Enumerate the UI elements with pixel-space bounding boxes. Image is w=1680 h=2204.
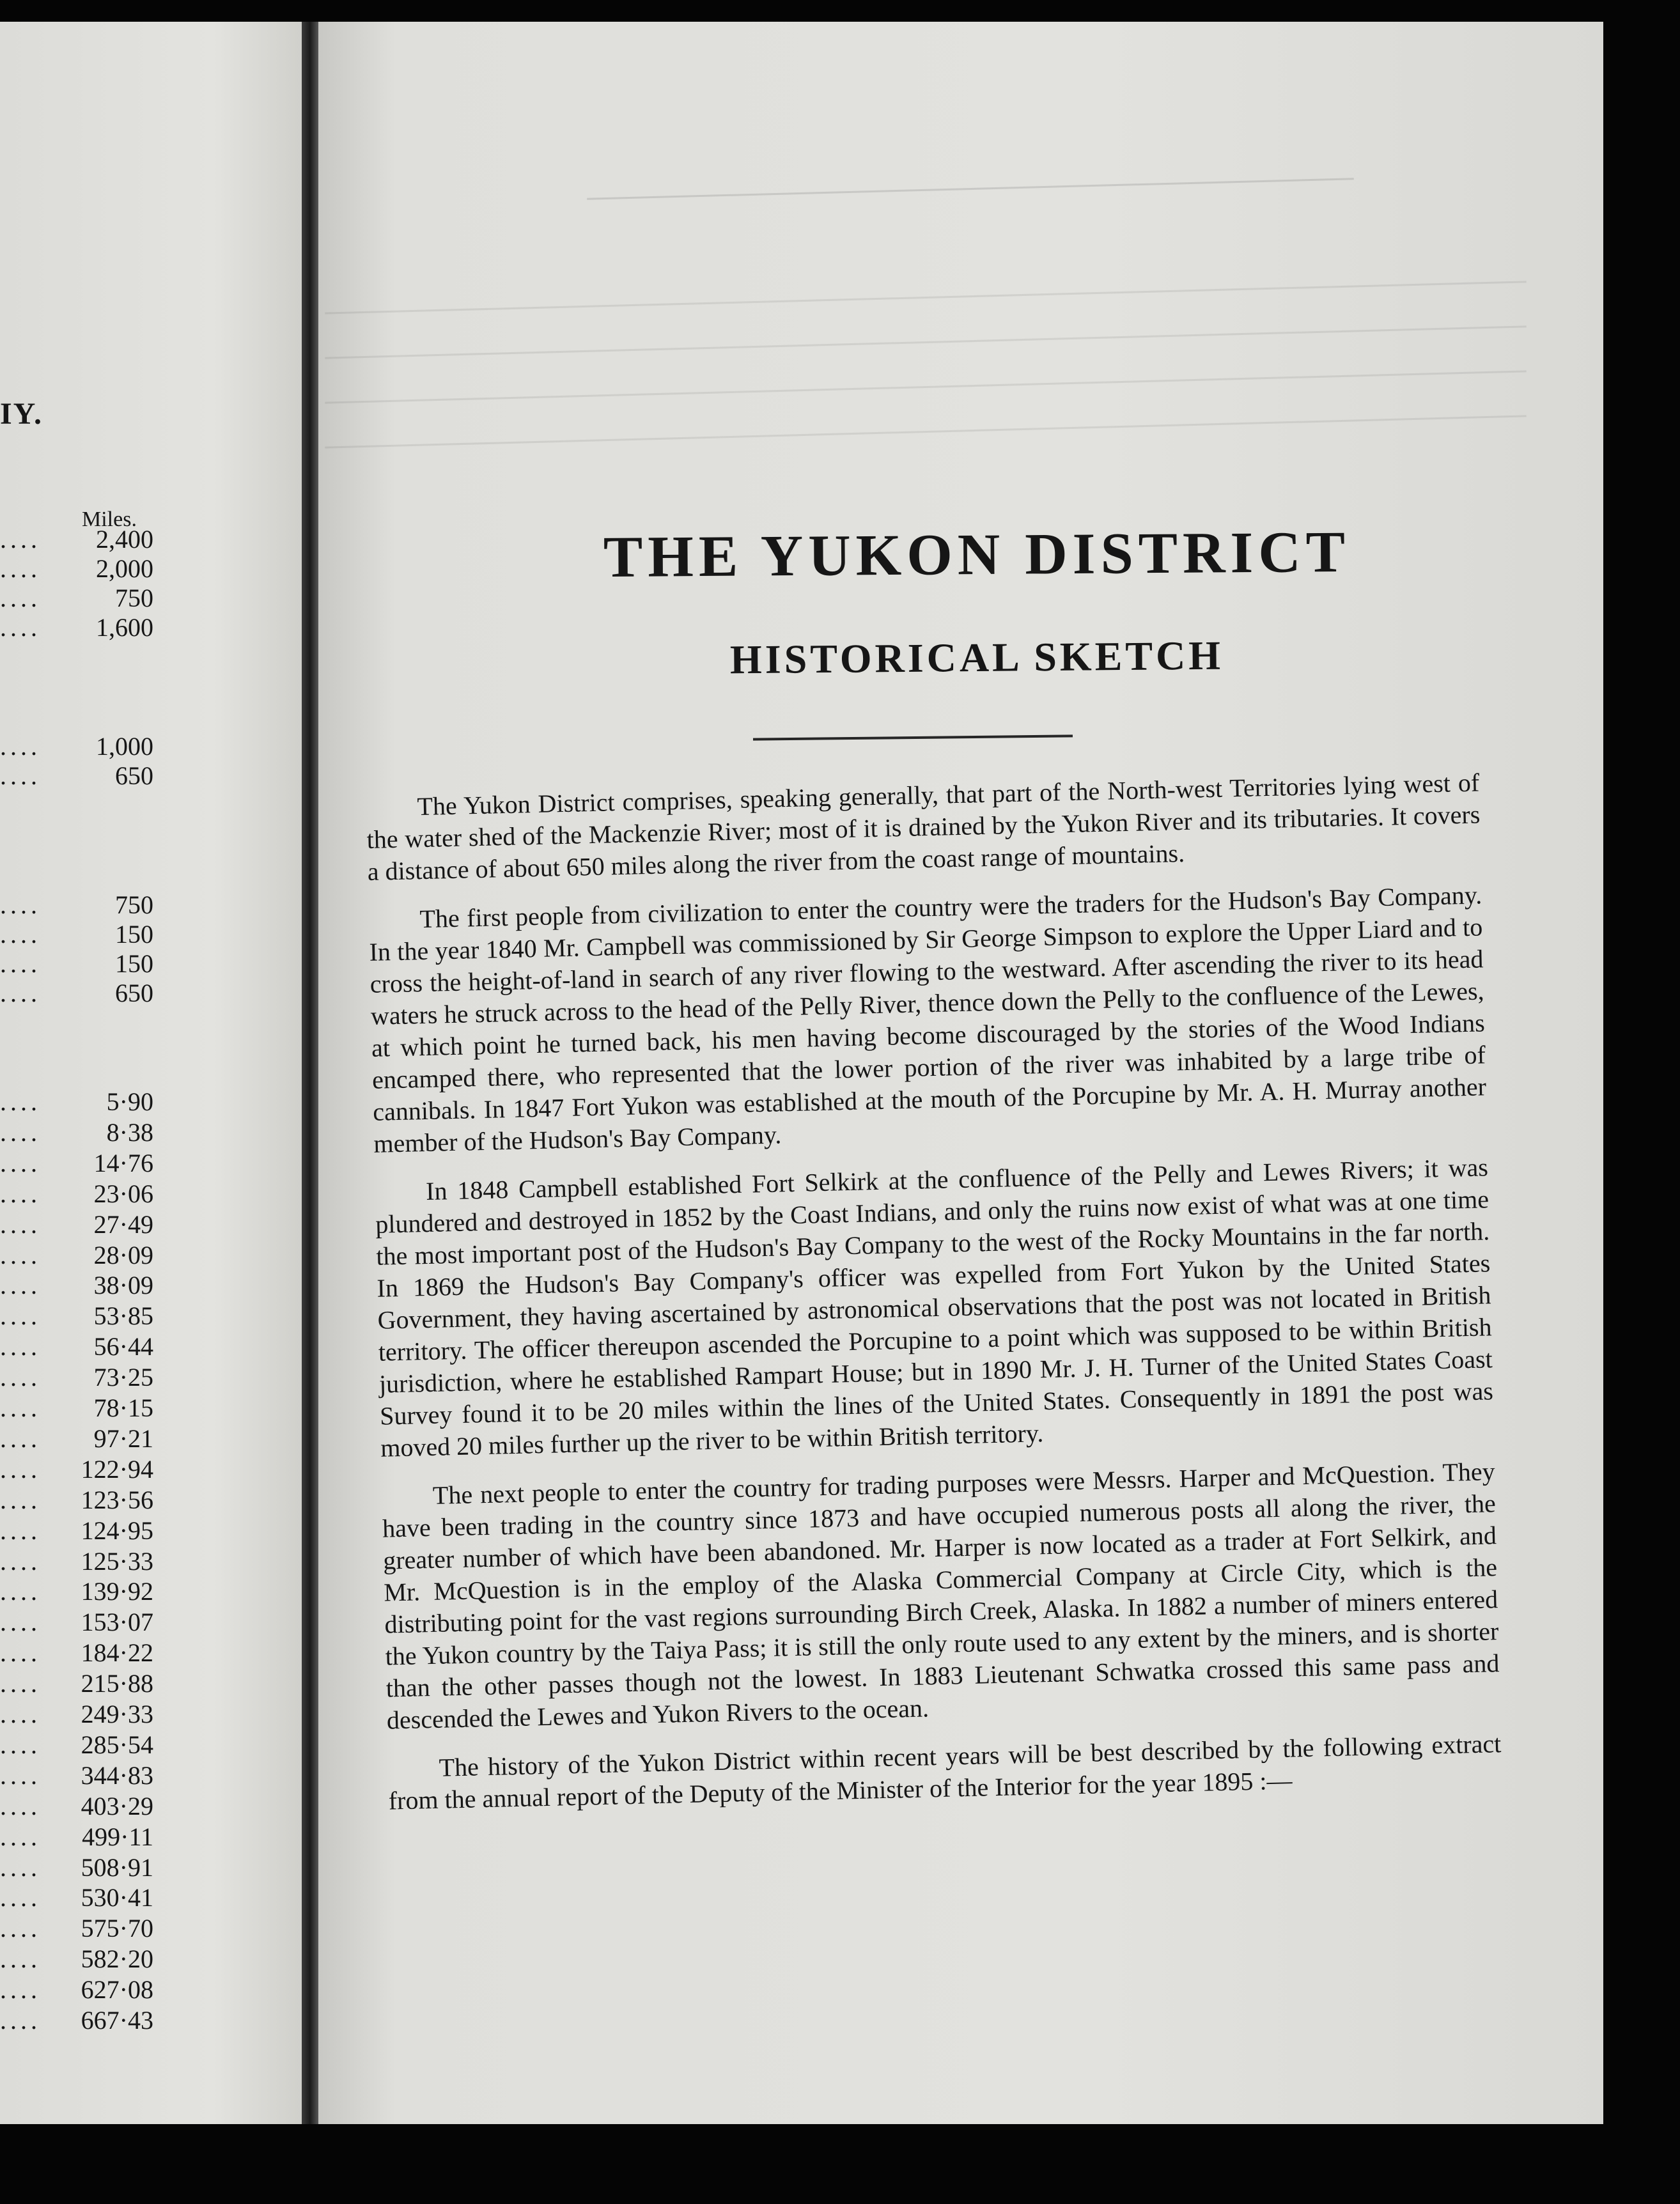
miles-value: 97·21 xyxy=(93,1424,153,1453)
table-row xyxy=(0,892,153,918)
dot-leader: .... xyxy=(0,1546,41,1576)
dot-leader: .... xyxy=(0,1332,41,1362)
table-row xyxy=(0,1671,153,1696)
dot-leader: .... xyxy=(0,1944,41,1974)
miles-value: 403·29 xyxy=(81,1791,153,1820)
facing-page-heading-fragment: IY. xyxy=(0,397,43,431)
miles-value: 2,400 xyxy=(96,525,153,554)
miles-value: 153·07 xyxy=(81,1608,153,1637)
table-row xyxy=(0,1303,153,1329)
table-row xyxy=(0,1946,153,1972)
article-body xyxy=(366,766,1503,1833)
dot-leader: .... xyxy=(0,1209,41,1239)
dot-leader: .... xyxy=(0,1240,41,1269)
dot-leader: .... xyxy=(0,761,41,790)
table-row xyxy=(0,2008,153,2033)
dot-leader: .... xyxy=(0,1914,41,1943)
table-row xyxy=(0,1824,153,1850)
table-row xyxy=(0,1365,153,1390)
table-row xyxy=(0,1487,153,1513)
table-row xyxy=(0,1426,153,1452)
miles-value: 56·44 xyxy=(93,1332,153,1362)
table-row xyxy=(0,1546,153,1576)
miles-value: 5·90 xyxy=(106,1087,153,1116)
dot-leader: .... xyxy=(0,1393,41,1422)
miles-value: 582·20 xyxy=(81,1944,153,1974)
miles-value: 530·41 xyxy=(81,1883,153,1913)
miles-value: 499·11 xyxy=(82,1822,153,1851)
dot-leader: .... xyxy=(0,613,41,642)
table-row xyxy=(0,734,153,759)
dot-leader: .... xyxy=(0,1852,41,1882)
dot-leader: .... xyxy=(0,1179,41,1208)
table-row xyxy=(0,1610,153,1635)
table-row xyxy=(0,1395,153,1421)
miles-value: 139·92 xyxy=(81,1577,153,1606)
table-row xyxy=(0,1640,153,1666)
miles-value: 667·43 xyxy=(81,2006,153,2035)
table-row xyxy=(0,527,153,552)
table-row xyxy=(0,1852,153,1882)
table-row xyxy=(0,586,153,611)
dot-leader: .... xyxy=(0,1883,41,1913)
dot-leader: .... xyxy=(0,1117,41,1147)
dot-leader: .... xyxy=(0,1454,41,1484)
dot-leader: .... xyxy=(0,1516,41,1545)
miles-value: 23·06 xyxy=(93,1179,153,1208)
miles-value: 150 xyxy=(115,949,153,978)
dot-leader: .... xyxy=(0,584,41,612)
miles-value: 650 xyxy=(115,761,153,790)
miles-value: 124·95 xyxy=(81,1516,153,1545)
dot-leader: .... xyxy=(0,1577,41,1606)
miles-value: 53·85 xyxy=(93,1301,153,1331)
miles-value: 27·49 xyxy=(93,1209,153,1239)
table-row xyxy=(0,1518,153,1544)
page-title: THE YUKON DISTRICT xyxy=(603,518,1351,590)
dot-leader: .... xyxy=(0,1700,41,1728)
table-row xyxy=(0,1732,153,1758)
dot-leader: .... xyxy=(0,732,41,761)
paragraph: The next people to enter the country for trading purposes were Messrs. Harper and McQuestion. They have been trading in the country since 1873 and have occupied numerous posts all along the river, the greater number of which have been abandoned. Mr. Harper is now located as a trader at Fort Selkirk, and Mr. McQuestion is in the employ of the Alaska Commercial Company at Circle City, which is the distributing point for the vast regions surrounding Birch Creek, Alaska. In 1882 a number of miners entered the Yukon country by the Taiya Pass; it is still the only route used to any extent by the miners, and is shorter than the other passes though not the lowest. In 1883 Lieutenant Schwatka crossed this same pass and descended the Lewes and Yukon Rivers to the ocean. xyxy=(382,1457,1500,1735)
table-row xyxy=(0,922,153,947)
miles-value: 78·15 xyxy=(93,1393,153,1422)
miles-value: 14·76 xyxy=(93,1148,153,1177)
dot-leader: .... xyxy=(0,1791,41,1820)
page-subtitle: HISTORICAL SKETCH xyxy=(729,632,1224,683)
miles-value: 38·09 xyxy=(93,1271,153,1300)
table-row xyxy=(0,1454,153,1484)
miles-value: 123·56 xyxy=(81,1485,153,1514)
dot-leader: .... xyxy=(0,1638,41,1668)
dot-leader: .... xyxy=(0,1975,41,2005)
table-row xyxy=(0,1240,153,1269)
dot-leader: .... xyxy=(0,1608,41,1637)
miles-value: 285·54 xyxy=(81,1730,153,1759)
table-row xyxy=(0,1791,153,1820)
dot-leader: .... xyxy=(0,1485,41,1514)
miles-value: 1,000 xyxy=(96,732,153,761)
dot-leader: .... xyxy=(0,1424,41,1453)
table-row xyxy=(0,556,153,582)
table-row xyxy=(0,1148,153,1177)
dot-leader: .... xyxy=(0,1087,41,1116)
dot-leader: .... xyxy=(0,1363,41,1392)
table-row xyxy=(0,1977,153,2003)
scan-border-top xyxy=(0,0,1680,22)
table-row xyxy=(0,951,153,977)
miles-value: 627·08 xyxy=(81,1975,153,2005)
dot-leader: .... xyxy=(0,2006,41,2035)
table-row xyxy=(0,1760,153,1790)
miles-value: 249·33 xyxy=(81,1700,153,1728)
dot-leader: .... xyxy=(0,525,41,554)
title-divider xyxy=(753,734,1073,740)
miles-value: 1,600 xyxy=(96,613,153,642)
table-row xyxy=(0,1209,153,1239)
table-row xyxy=(0,981,153,1006)
dot-leader: .... xyxy=(0,890,41,919)
miles-value: 28·09 xyxy=(93,1240,153,1269)
table-row xyxy=(0,1181,153,1207)
miles-value: 215·88 xyxy=(81,1669,153,1698)
book-gutter xyxy=(302,22,318,2124)
paragraph: The first people from civilization to enter the country were the traders for the Hudson's Bay Company. In the year 1840 Mr. Campbell was commissioned by Sir George Simpson to explore the Upper Liard and to cross the height-of-land in search of any river flowing to the westward. After ascending the river to its head waters he struck across to the head of the Pelly River, thence down the Pelly to the confluence of the Lewes, at which point he turned back, his men having become discouraged by the stories of the Wood Indians encamped there, who represented that the lower portion of the river was inhabited by a large tribe of cannibals. In 1847 Fort Yukon was established at the mouth of the Porcupine by Mr. A. H. Murray another member of the Hudson's Bay Company. xyxy=(369,880,1487,1158)
miles-value: 184·22 xyxy=(81,1638,153,1668)
scan-border-bottom xyxy=(0,2124,1680,2204)
table-row xyxy=(0,763,153,789)
table-row xyxy=(0,1334,153,1360)
miles-value: 575·70 xyxy=(81,1914,153,1943)
paragraph: The Yukon District comprises, speaking generally, that part of the North-west Territories lying west of the water shed of the Mackenzie River; most of it is drained by the Yukon River and its tributaries. It covers a distance of about 650 miles along the river from the coast range of mountains. xyxy=(366,768,1481,886)
table-row xyxy=(0,1117,153,1147)
main-page xyxy=(318,22,1603,2124)
table-row xyxy=(0,1089,153,1115)
dot-leader: .... xyxy=(0,1148,41,1177)
dot-leader: .... xyxy=(0,1301,41,1331)
table-row xyxy=(0,1273,153,1298)
miles-value: 73·25 xyxy=(93,1363,153,1392)
dot-leader: .... xyxy=(0,1271,41,1300)
table-row xyxy=(0,1916,153,1941)
dot-leader: .... xyxy=(0,949,41,978)
miles-value: 8·38 xyxy=(106,1117,153,1147)
table-row xyxy=(0,1579,153,1604)
dot-leader: .... xyxy=(0,979,41,1007)
miles-value: 750 xyxy=(115,890,153,919)
paragraph: In 1848 Campbell established Fort Selkirk at the confluence of the Pelly and Lewes Rivers; it was plundered and destroyed in 1852 by the Coast Indians, and only the ruins now exist of what was at one time the most important post of the Hudson's Bay Company to the west of the Rocky Mountains in the far north. In 1869 the Hudson's Bay Company's officer was expelled from Fort Yukon by the United States Government, they having ascertained by astronomical observations that the post was not located in British territory. The officer thereupon ascended the Porcupine to a point which was supposed to be within British jurisdiction, where he established Rampart House; but in 1890 Mr. J. H. Turner of the United States Coast Survey found it to be 20 miles within the lines of the United States. Consequently in 1891 the post was moved 20 miles further up the river to be within British territory. xyxy=(375,1152,1494,1463)
dot-leader: .... xyxy=(0,1822,41,1851)
dot-leader: .... xyxy=(0,554,41,583)
scan-border-right xyxy=(1603,0,1680,2204)
miles-column-header: Miles. xyxy=(82,508,137,531)
miles-value: 2,000 xyxy=(96,554,153,583)
miles-value: 122·94 xyxy=(81,1454,153,1484)
miles-value: 344·83 xyxy=(81,1760,153,1790)
miles-value: 125·33 xyxy=(81,1546,153,1576)
dot-leader: .... xyxy=(0,1760,41,1790)
table-row xyxy=(0,1702,153,1727)
miles-value: 650 xyxy=(115,979,153,1007)
table-row xyxy=(0,615,153,640)
facing-page xyxy=(0,22,306,2124)
table-row xyxy=(0,1885,153,1911)
dot-leader: .... xyxy=(0,920,41,949)
miles-value: 508·91 xyxy=(81,1852,153,1882)
paragraph: The history of the Yukon District within recent years will be best described by the following extract from the annual report of the Deputy of the Minister of the Interior for the year 1895 :— xyxy=(388,1729,1502,1815)
miles-value: 150 xyxy=(115,920,153,949)
miles-value: 750 xyxy=(115,584,153,612)
dot-leader: .... xyxy=(0,1730,41,1759)
dot-leader: .... xyxy=(0,1669,41,1698)
